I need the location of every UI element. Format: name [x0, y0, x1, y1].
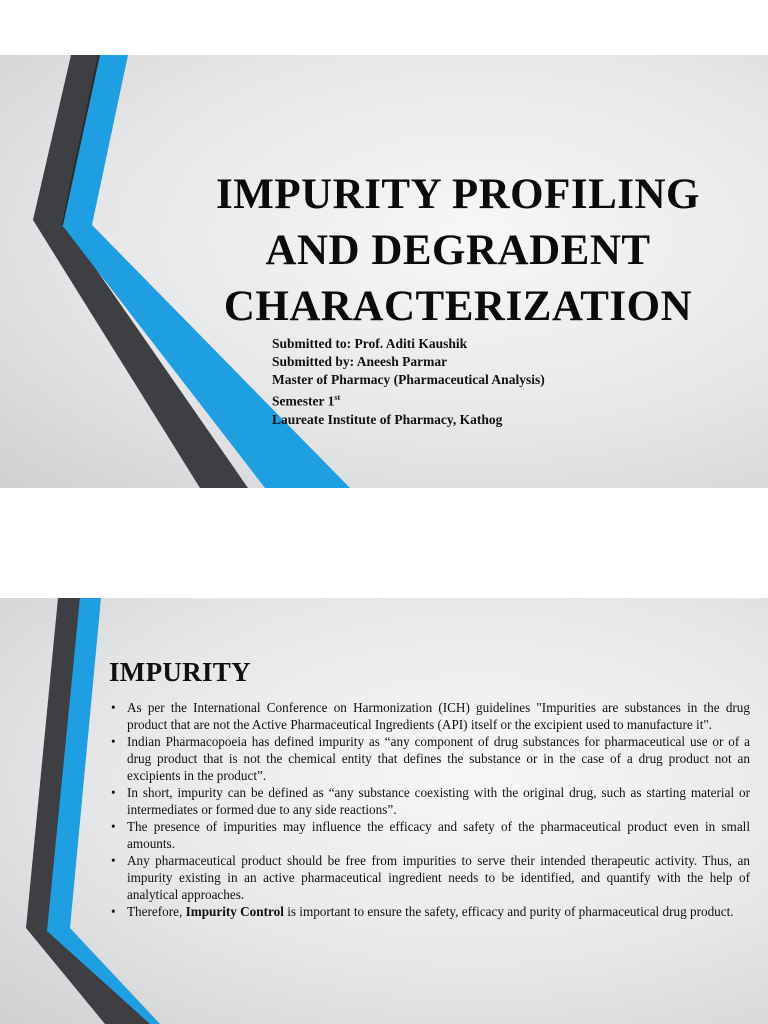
impurity-slide	[0, 598, 768, 1024]
title-line-2: AND DEGRADENT	[265, 227, 651, 274]
bullet-icon: •	[111, 853, 116, 868]
institute: Laureate Institute of Pharmacy, Kathog	[272, 411, 503, 427]
bullet-icon: •	[111, 734, 116, 749]
bullet-icon: •	[111, 819, 116, 834]
bullet-icon: •	[111, 785, 116, 800]
bullet-emphasis: Impurity Control	[185, 904, 284, 919]
title-slide	[0, 55, 768, 488]
title-line-1: IMPURITY PROFILING	[216, 171, 700, 218]
bullet-item	[109, 784, 750, 818]
bullet-item	[109, 699, 750, 733]
bullet-item	[109, 903, 750, 920]
semester	[272, 389, 545, 411]
bullet-text-after: is important to ensure the safety, efficacy and purity of pharmaceutical drug product.	[283, 904, 734, 919]
submission-info	[272, 335, 545, 429]
bullet-text: As per the International Conference on Harmonization (ICH) guidelines "Impurities are substances in the drug product that are not the Active Pharmaceutical Ingredients (API) itself or the excipient used to manufacture it".	[127, 700, 750, 732]
semester-text: Semester 1	[272, 393, 335, 409]
bullet-text: In short, impurity can be defined as “any substance coexisting with the original drug, such as starting material or intermediates or formed due to any side reactions”.	[127, 785, 750, 817]
program: Master of Pharmacy (Pharmaceutical Analysis)	[272, 372, 545, 387]
slide-title	[180, 167, 736, 335]
semester-ordinal: st	[334, 393, 341, 402]
bullet-item	[109, 818, 750, 852]
bullet-item	[109, 733, 750, 784]
submitted-by: Submitted by: Aneesh Parmar	[272, 354, 448, 369]
bullet-text: The presence of impurities may influence the efficacy and safety of the pharmaceutical product even in small amounts.	[127, 819, 750, 851]
title-line-3: CHARACTERIZATION	[223, 283, 693, 330]
bullet-icon: •	[111, 904, 116, 919]
bullet-text: Any pharmaceutical product should be free from impurities to serve their intended therapeutic activity. Thus, an impurity existing in an active pharmaceutical ingredient needs to be identified, and quantify with the help of analytical approaches.	[127, 853, 750, 902]
bullet-text-before: Therefore,	[127, 904, 186, 919]
slide-heading: IMPURITY	[109, 657, 251, 687]
bullet-item	[109, 852, 750, 903]
bullet-list	[109, 699, 750, 920]
bullet-text: Indian Pharmacopoeia has defined impurity as “any component of drug substances for pharmaceutical use or of a drug product that is not the chemical entity that defines the substance or in the case of a drug product not an excipients in the product”.	[127, 734, 750, 783]
bullet-icon: •	[111, 700, 116, 715]
submitted-to: Submitted to: Prof. Aditi Kaushik	[272, 336, 468, 351]
